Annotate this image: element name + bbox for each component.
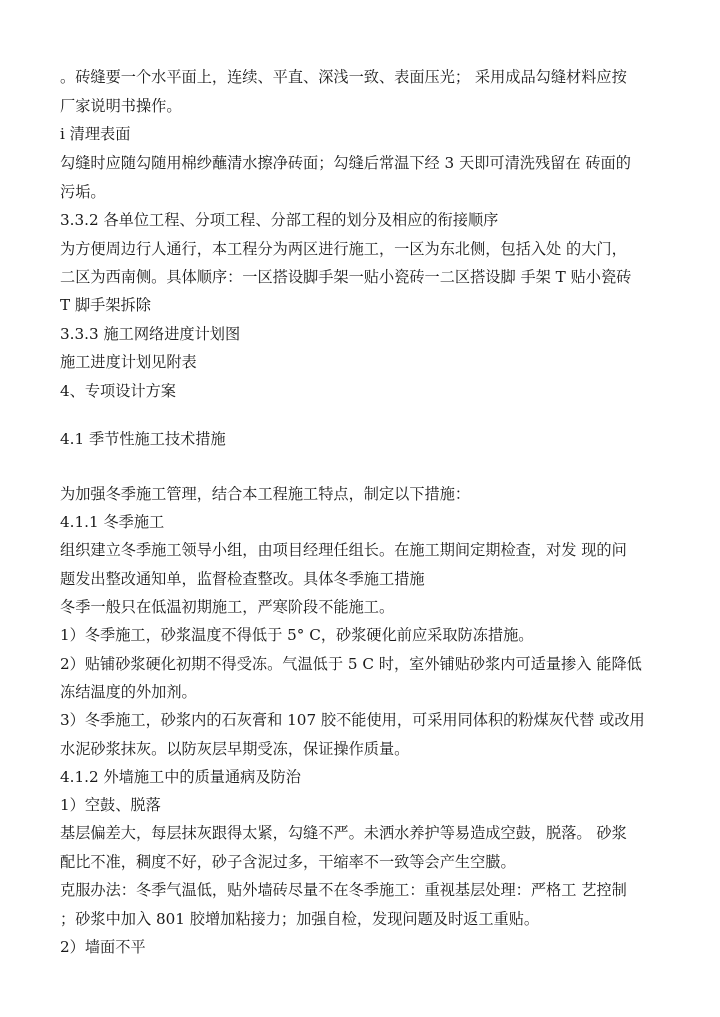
text-line: 配比不准，稠度不好，砂子含泥过多，干缩率不一致等会产生空臌。 xyxy=(60,853,516,871)
list-item: 1）空鼓、脱落 xyxy=(60,796,161,814)
text-line: 克服办法：冬季气温低，贴外墙砖尽量不在冬季施工：重视基层处理：严格工 艺控制 xyxy=(60,881,627,899)
text-line: 。砖缝要一个水平面上，连续、平直、深浅一致、表面压光； 采用成品勾缝材料应按 xyxy=(60,68,627,86)
text-line: 基层偏差大，每层抹灰跟得太紧，勾缝不严。未洒水养护等易造成空鼓，脱落。 砂浆 xyxy=(60,824,627,842)
section-heading: 4.1.2 外墙施工中的质量通病及防治 xyxy=(60,768,301,786)
list-item: 2）贴铺砂浆硬化初期不得受冻。气温低于 5 C 时，室外铺贴砂浆内可适量掺入 能降低 xyxy=(60,655,642,673)
text-line: 施工进度计划见附表 xyxy=(60,353,197,371)
list-item: 3）冬季施工，砂浆内的石灰膏和 107 胶不能使用，可采用同体积的粉煤灰代替 或改用 xyxy=(60,711,645,729)
text-line: 二区为西南侧。具体顺序：一区搭设脚手架一贴小瓷砖一二区搭设脚 手架 T 贴小瓷砖 xyxy=(60,268,632,286)
list-item: 1）冬季施工，砂浆温度不得低于 5° C，砂浆硬化前应采取防冻措施。 xyxy=(60,626,534,644)
section-heading: 4、专项设计方案 xyxy=(60,382,176,400)
text-line: 组织建立冬季施工领导小组，由项目经理任组长。在施工期间定期检查，对发 现的问 xyxy=(60,541,627,559)
text-line: T 脚手架拆除 xyxy=(60,296,151,314)
text-line: 厂家说明书操作。 xyxy=(60,97,182,115)
text-line: 为加强冬季施工管理，结合本工程施工特点，制定以下措施： xyxy=(60,485,471,503)
text-line: 污垢。 xyxy=(60,183,106,201)
list-item: 2）墙面不平 xyxy=(60,938,146,956)
text-line: 为方便周边行人通行，本工程分为两区进行施工，一区为东北侧，包括入处 的大门， xyxy=(60,240,627,258)
text-line: ；砂浆中加入 801 胶增加粘接力；加强自检，发现问题及时返工重贴。 xyxy=(60,910,540,928)
text-line: 题发出整改通知单，监督检查整改。具体冬季施工措施 xyxy=(60,570,425,588)
section-heading: i 清理表面 xyxy=(60,125,131,143)
section-heading: 4.1 季节性施工技术措施 xyxy=(60,430,226,448)
text-line: 水泥砂浆抹灰。以防灰层早期受冻，保证操作质量。 xyxy=(60,740,410,758)
section-heading: 3.3.3 施工网络进度计划图 xyxy=(60,325,241,343)
section-heading: 3.3.2 各单位工程、分项工程、分部工程的划分及相应的衔接顺序 xyxy=(60,211,499,229)
text-line: 冻结温度的外加剂。 xyxy=(60,683,197,701)
text-line: 勾缝时应随勾随用棉纱蘸清水擦净砖面；勾缝后常温下经 3 天即可清洗残留在 砖面的 xyxy=(60,154,631,172)
text-line: 冬季一般只在低温初期施工，严寒阶段不能施工。 xyxy=(60,598,395,616)
section-heading: 4.1.1 冬季施工 xyxy=(60,513,165,531)
